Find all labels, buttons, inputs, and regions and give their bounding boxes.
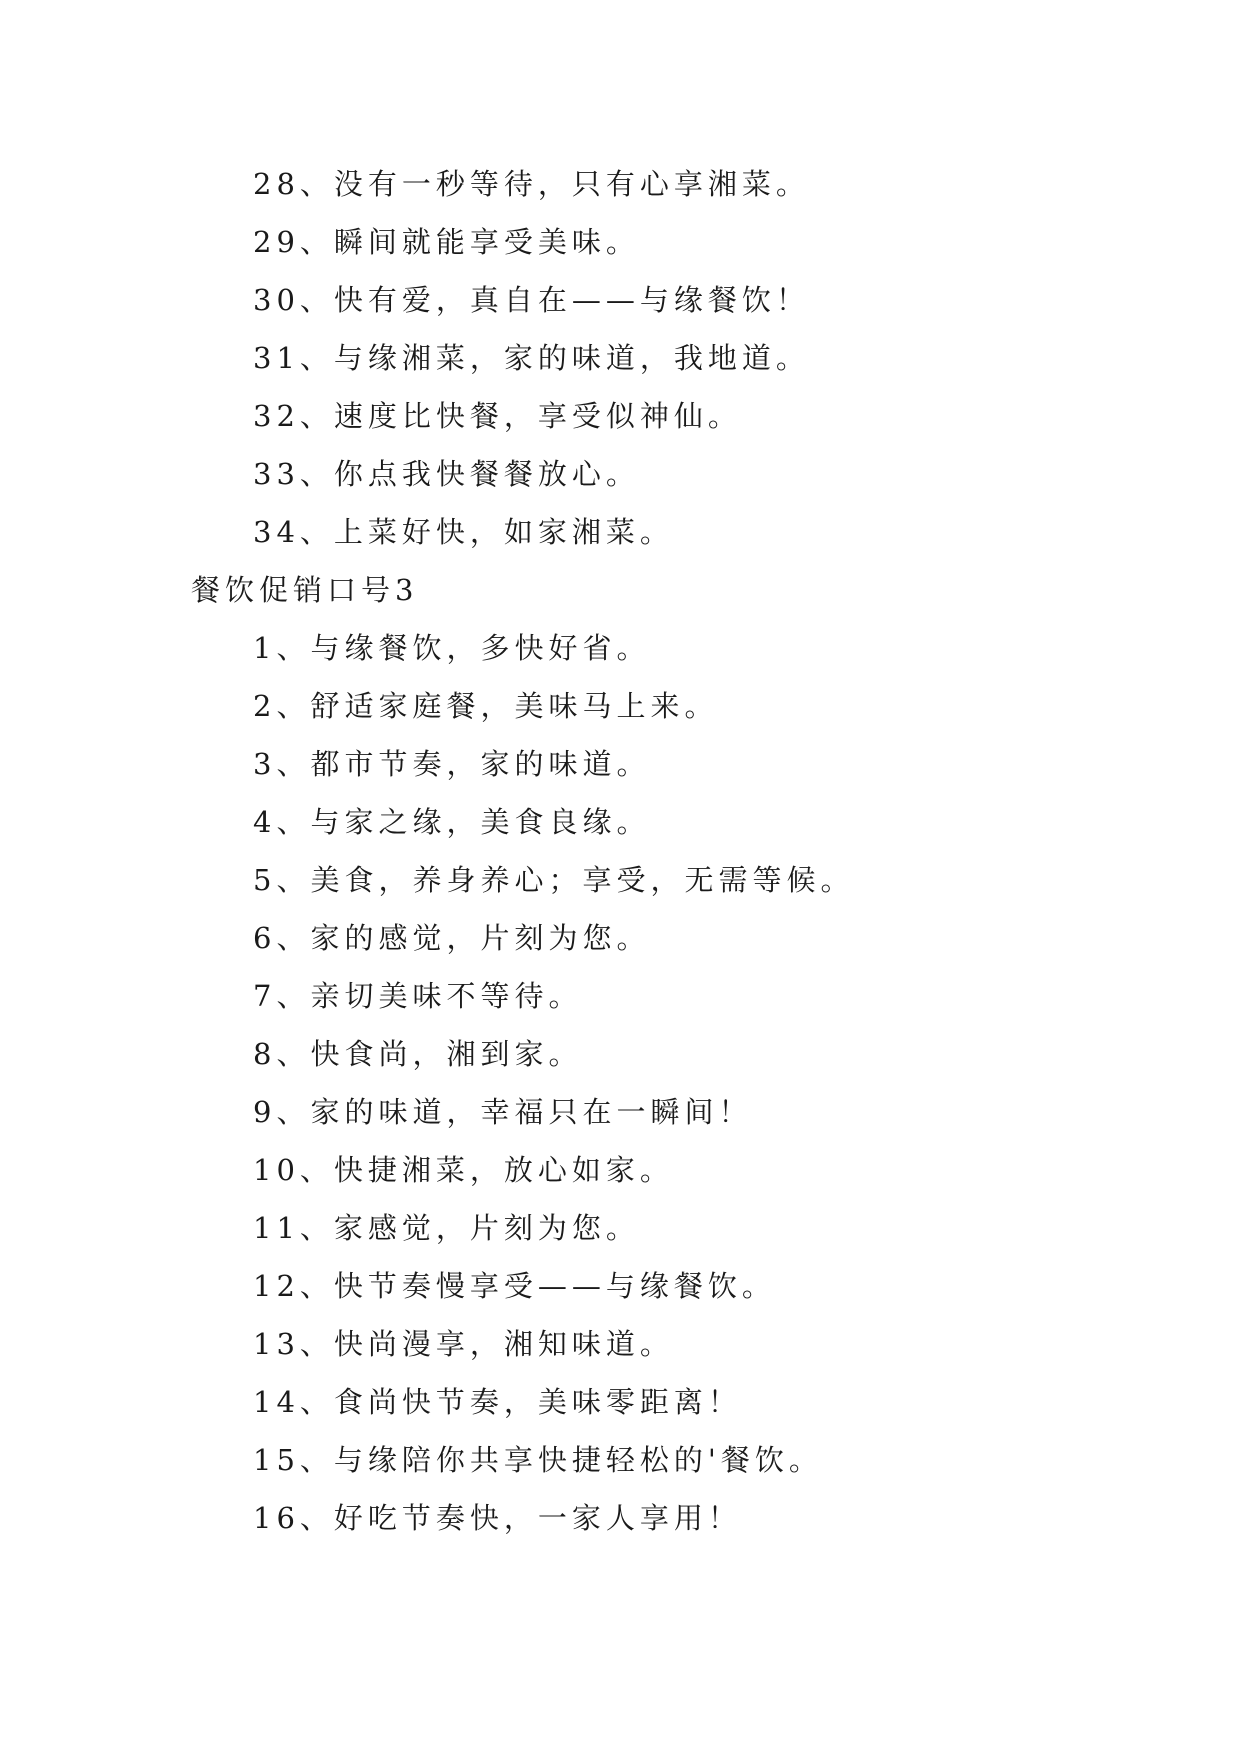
- slogan-item: 33、你点我快餐餐放心。: [253, 457, 640, 491]
- slogan-item: 34、上菜好快，如家湘菜。: [253, 515, 674, 549]
- slogan-item: 29、瞬间就能享受美味。: [253, 225, 640, 259]
- slogan-item: 15、与缘陪你共享快捷轻松的'餐饮。: [253, 1443, 823, 1477]
- slogan-item: 30、快有爱，真自在——与缘餐饮！: [253, 283, 810, 317]
- slogan-item: 28、没有一秒等待，只有心享湘菜。: [253, 167, 810, 201]
- slogan-item: 6、家的感觉，片刻为您。: [253, 921, 651, 955]
- slogan-item: 12、快节奏慢享受——与缘餐饮。: [253, 1269, 776, 1303]
- slogan-item: 13、快尚漫享，湘知味道。: [253, 1327, 674, 1361]
- slogan-item: 10、快捷湘菜，放心如家。: [253, 1153, 674, 1187]
- slogan-item: 16、好吃节奏快，一家人享用！: [253, 1501, 742, 1535]
- slogan-item: 9、家的味道，幸福只在一瞬间！: [253, 1095, 753, 1129]
- slogan-item: 4、与家之缘，美食良缘。: [253, 805, 651, 839]
- slogan-item: 5、美食，养身养心；享受，无需等候。: [253, 863, 855, 897]
- slogan-item: 11、家感觉，片刻为您。: [253, 1211, 640, 1245]
- slogan-item: 31、与缘湘菜，家的味道，我地道。: [253, 341, 810, 375]
- slogan-item: 2、舒适家庭餐，美味马上来。: [253, 689, 719, 723]
- section-heading: 餐饮促销口号3: [191, 573, 419, 607]
- slogan-item: 7、亲切美味不等待。: [253, 979, 583, 1013]
- slogan-item: 3、都市节奏，家的味道。: [253, 747, 651, 781]
- slogan-item: 1、与缘餐饮，多快好省。: [253, 631, 651, 665]
- slogan-item: 14、食尚快节奏，美味零距离！: [253, 1385, 742, 1419]
- slogan-item: 32、速度比快餐，享受似神仙。: [253, 399, 742, 433]
- slogan-item: 8、快食尚，湘到家。: [253, 1037, 583, 1071]
